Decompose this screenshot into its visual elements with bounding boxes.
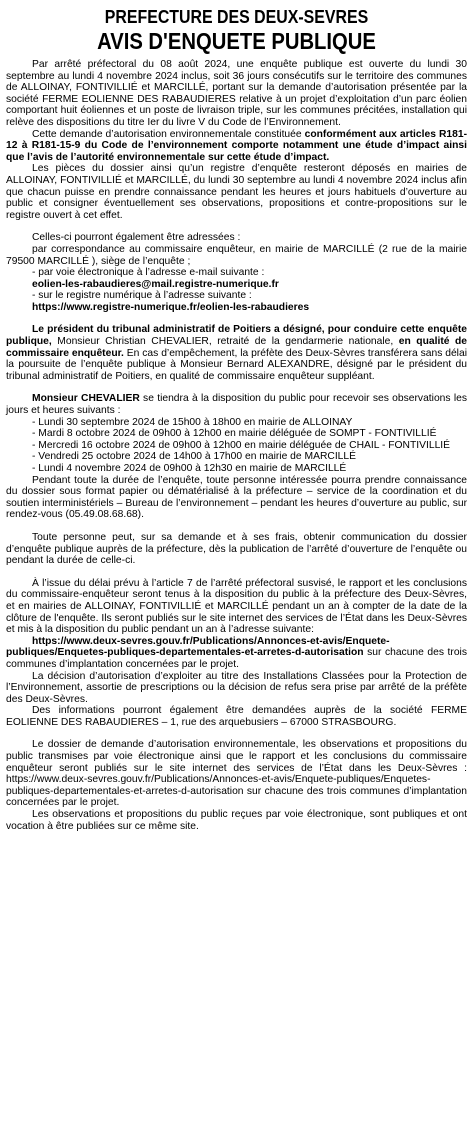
paragraph-request: Cette demande d’autorisation environnementale constituée conformément aux articles R181-12 à R181-15-9 du Code de l’environnement comporte notamment une étude d’impact ainsi que l’avis de l’autorité environnementale sur cette étude d’impact.	[6, 128, 468, 163]
paragraph-report: À l’issue du délai prévu à l’article 7 de l’arrêté préfectoral susvisé, le rapport et les conclusions du commissaire-enquêteur seront tenus à la disposition du public à la préfecture des Deux-Sèvres, et en mairies de ALLOINAY, FONTIVILLIÉ et MARCILLÉ pendant un an à compter de la date de la clôture de l'enquête. Ils seront publiés sur le site internet des services de l’État dans les Deux-Sèvres et mis à la disposition du public pendant un an à l’adresse suivante:	[6, 577, 467, 636]
paragraph-postal: par correspondance au commissaire enquêteur, en mairie de MARCILLÉ (2 rue de la mairie 79500 MARCILLÉ ), siège de l’enquête ;	[6, 243, 467, 267]
paragraph-commissioner: Le président du tribunal administratif de Poitiers a désigné, pour conduire cette enquête publique, Monsieur Christian CHEVALIER, retraité de la gendarmerie nationale, en qualité de commissaire enquêteur. En cas d’empêchement, la préfète des Deux-Sèvres transférera sans délai la poursuite de l’enquête publique à Monsieur Bernard ALEXANDRE, désigné par le président du tribunal administratif de Poitiers, en qualité de commissaire enquêteur suppléant.	[6, 324, 467, 382]
paragraph-publication: Le dossier de demande d’autorisation environnementale, les observations et propositions du public transmises par voie électronique ainsi que le rapport et les conclusions du commissaire enquêteur seront publiés sur le site internet des services de l’État dans les Deux-Sèvres : https://www.deux-sevres.gouv.fr/Publications/Annonces-et-avis/Enquete-publiques/Enquetes-publiques-departementales-et-arretes-d-autorisation sur chacune des trois communes d’implantation concernées par le projet.	[6, 739, 467, 809]
paragraph-company-info: Des informations pourront également être demandées auprès de la société FERME EOLIENNE DES RABAUDIERES – 1, rue des arquebusiers – 67000 STRASBOURG.	[6, 705, 467, 728]
paragraph-order: Par arrêté préfectoral du 08 août 2024, une enquête publique est ouverte du lundi 30 septembre au lundi 4 novembre 2024 inclus, soit 36 jours consécutifs sur le territoire des communes de ALLOINAY, FONTIVILLIÉ et MARCILLÉ, portant sur la demande d’autorisation présentée par la société FERME EOLIENNE DES RABAUDIERES relative à un projet d’exploitation d’un parc éolien comportant huit éoliennes et un poste de livraison triple, sur les communes précitées, installation qui relève des dispositions du titre Ier du livre V du Code de l’Environnement.	[6, 59, 467, 128]
paragraph-submissions-intro: Celles-ci pourront également être adressées :	[32, 232, 241, 244]
session-item: - Vendredi 25 octobre 2024 de 14h00 à 17h00 en mairie de MARCILLÉ	[32, 451, 356, 463]
prefecture-title: PREFECTURE DES DEUX-SEVRES	[104, 6, 369, 27]
notice-heading: AVIS D'ENQUETE PUBLIQUE	[97, 28, 376, 54]
session-item: - Lundi 4 novembre 2024 de 09h00 à 12h30 en mairie de MARCILLÉ	[32, 463, 347, 474]
register-link[interactable]: https://www.registre-numerique.fr/eolien-les-rabaudieres	[32, 301, 310, 313]
report-link-paragraph: https://www.deux-sevres.gouv.fr/Publications/Annonces-et-avis/Enquete-publiques/Enquetes-publiques-departementales-et-arretes-d-autorisation sur chacune des trois communes d’implantation concernées par le projet.	[6, 635, 467, 670]
register-label: - sur le registre numérique à l’adresse suivante :	[32, 290, 252, 302]
paragraph-sessions-intro: Monsieur CHEVALIER se tiendra à la disposition du public pour recevoir ses observations les jours et heures suivants :	[6, 393, 467, 417]
report-link[interactable]: https://www.deux-sevres.gouv.fr/Publications/Annonces-et-avis/Enquete-publiques/Enquetes-publiques-departementales-et-arretes-d-autorisation	[6, 635, 390, 659]
session-item: - Lundi 30 septembre 2024 de 15h00 à 18h00 en mairie de ALLOINAY	[32, 416, 353, 428]
email-address[interactable]: eolien-les-rabaudieres@mail.registre-numerique.fr	[32, 278, 279, 290]
regulation-reference: conformément aux articles R181-12 à R181-15-9 du Code de l’environnement comporte notamment une étude d’impact ainsi que l’avis de l’autorité environnementale sur cette étude d’impact.	[6, 128, 468, 163]
session-item: - Mercredi 16 octobre 2024 de 09h00 à 12h00 en mairie déléguée de CHAIL - FONTIVILLIÉ	[32, 439, 451, 451]
session-item: - Mardi 8 octobre 2024 de 09h00 à 12h00 en mairie déléguée de SOMPT - FONTIVILLIÉ	[32, 428, 437, 440]
paragraph-electronic-observations: Les observations et propositions du public reçues par voie électronique, sont publiques et ont vocation à être publiées sur ce même site.	[6, 809, 467, 832]
paragraph-consultation: Pendant toute la durée de l’enquête, toute personne intéressée pourra prendre connaissance du dossier sous format papier ou dématérialisé à la préfecture – service de la coordination et du soutien interministériels – Bureau de l’environnement – pendant les heures d’ouverture au public, sur rendez-vous (05.49.08.68.68).	[6, 474, 467, 521]
paragraph-decision: La décision d’autorisation d’exploiter au titre des Installations Classées pour la Protection de l’Environnement, assortie de prescriptions ou la décision de refus sera prise par arrêté de la préfète des Deux-Sèvres.	[6, 670, 467, 705]
email-label: - par voie électronique à l’adresse e-mail suivante :	[32, 267, 265, 279]
paragraph-documents: Les pièces du dossier ainsi qu’un registre d’enquête resteront déposés en mairies de ALLOINAY, FONTIVILLIÉ et MARCILLÉ, du lundi 30 septembre au lundi 4 novembre 2024 inclus afin que chacun puisse en prendre connaissance pendant les heures et jours habituels d’ouverture au public et consigner éventuellement ses observations, propositions et contre-propositions sur le registre ouvert à cet effet.	[6, 163, 467, 221]
paragraph-communication: Toute personne peut, sur sa demande et à ses frais, obtenir communication du dossier d’enquête publique auprès de la préfecture, dès la publication de l’arrêté d’ouverture de l’enquête ou pendant la durée de celle-ci.	[6, 531, 467, 567]
